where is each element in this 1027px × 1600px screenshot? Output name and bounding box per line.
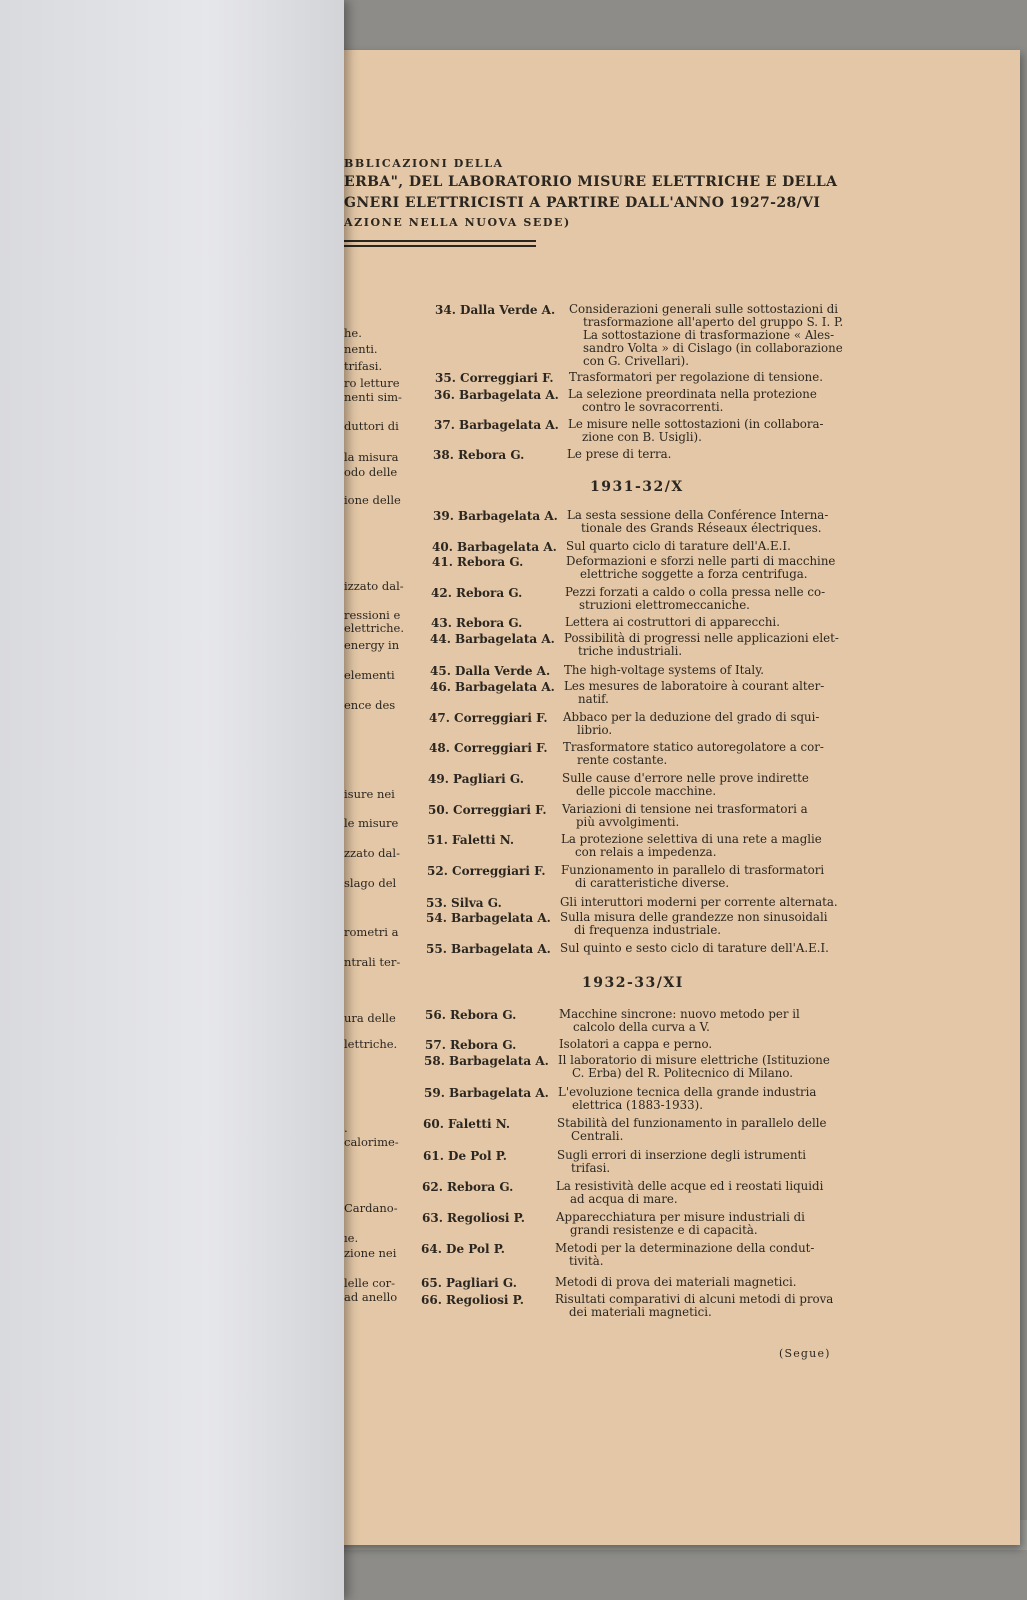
entry-author: 48. Correggiari F.: [429, 741, 548, 755]
entry-author: 60. Faletti N.: [423, 1117, 511, 1131]
entry-author: 59. Barbagelata A.: [424, 1086, 549, 1100]
entry-title: [564, 632, 856, 658]
entry-author: 57. Rebora G.: [425, 1038, 517, 1052]
entry-title-line: grandi resistenze e di capacità.: [570, 1223, 758, 1237]
entry-title-line: tività.: [569, 1254, 604, 1268]
header-rule-top: [344, 240, 536, 242]
entry-author: 50. Correggiari F.: [428, 803, 547, 817]
header-line-3: GNERI ELETTRICISTI A PARTIRE DALL'ANNO 1927-28/VI: [344, 195, 821, 211]
entry-title-line: La selezione preordinata nella protezione: [568, 387, 817, 401]
left-column-fragment: ence des: [344, 698, 396, 712]
entry-title: [561, 833, 853, 859]
entry-title: [560, 911, 852, 937]
entry-title-line: di caratteristiche diverse.: [575, 876, 730, 890]
entry-author: 46. Barbagelata A.: [430, 680, 555, 694]
left-column-fragment: calorime-: [344, 1135, 399, 1149]
entry-author: 66. Regoliosi P.: [421, 1293, 524, 1307]
entry-title: [561, 864, 853, 890]
left-column-fragment: nenti.: [344, 342, 378, 356]
entry-title: [567, 448, 859, 461]
entry-author: 62. Rebora G.: [422, 1180, 514, 1194]
entry-title: [564, 664, 856, 677]
entry-title: [566, 555, 858, 581]
entry-title: [557, 1149, 849, 1175]
left-column-fragment: ntrali ter-: [344, 955, 401, 969]
entry-title-line: Possibilità di progressi nelle applicazioni elet-: [564, 631, 839, 645]
entry-title-line: zione con B. Usigli).: [582, 430, 702, 444]
entry-title-line: di frequenza industriale.: [574, 923, 722, 937]
left-column-fragment: energy in: [344, 638, 400, 652]
left-column-fragment: lettriche.: [344, 1037, 398, 1051]
entry-title-line: Centrali.: [571, 1129, 624, 1143]
left-column-fragment: ro letture: [344, 376, 400, 390]
entry-title-line: Trasformatore statico autoregolatore a cor-: [563, 740, 824, 754]
header-line-1: BBLICAZIONI DELLA: [344, 157, 504, 170]
entry-title-line: Sulle cause d'errore nelle prove indirette: [562, 771, 809, 785]
entry-author: 37. Barbagelata A.: [434, 418, 559, 432]
entry-author: 56. Rebora G.: [425, 1008, 517, 1022]
entry-title: [563, 741, 855, 767]
entry-title-line: Le misure nelle sottostazioni (in collabora-: [568, 417, 824, 431]
left-column-fragment: Cardano-: [344, 1201, 398, 1215]
left-column-fragment: elettriche.: [344, 621, 405, 635]
entry-title-line: struzioni elettromeccaniche.: [579, 598, 750, 612]
entry-author: 43. Rebora G.: [431, 616, 523, 630]
entry-title-line: L'evoluzione tecnica della grande industria: [558, 1085, 817, 1099]
left-column-fragment: slago del: [344, 876, 397, 890]
entry-title-line: Risultati comparativi di alcuni metodi di prova: [555, 1292, 834, 1306]
entry-title: [560, 896, 852, 909]
entry-title-line: con relais a impedenza.: [575, 845, 717, 859]
entry-title: [562, 772, 854, 798]
entry-title-line: Macchine sincrone: nuovo metodo per il: [559, 1007, 800, 1021]
entry-title-line: Metodi per la determinazione della condut-: [555, 1241, 815, 1255]
entry-title-line: trasformazione all'aperto del gruppo S. I. P.: [583, 315, 844, 329]
entry-title: [569, 303, 861, 368]
entry-title: [555, 1293, 847, 1319]
left-column-fragment: rometri a: [344, 925, 399, 939]
entry-author: 64. De Pol P.: [421, 1242, 505, 1256]
entry-title-line: Metodi di prova dei materiali magnetici.: [555, 1275, 797, 1289]
entry-title-line: Trasformatori per regolazione di tensione.: [569, 370, 824, 384]
entry-title-line: tionale des Grands Réseaux électriques.: [581, 521, 822, 535]
left-blank-page: [0, 0, 344, 1600]
entry-title-line: elettrica (1883-1933).: [572, 1098, 704, 1112]
entry-title-line: triche industriali.: [578, 644, 683, 658]
left-column-fragment: zzato dal-: [344, 846, 400, 860]
left-column-fragment: ad anello: [344, 1290, 398, 1304]
entry-author: 65. Pagliari G.: [421, 1276, 517, 1290]
entry-author: 51. Faletti N.: [427, 833, 515, 847]
entry-title-line: Il laboratorio di misure elettriche (Istituzione: [558, 1053, 830, 1067]
entry-title: [558, 1054, 850, 1080]
header-rule-bottom: [344, 245, 536, 247]
entry-author: 42. Rebora G.: [431, 586, 523, 600]
entry-title-line: Pezzi forzati a caldo o colla pressa nelle co-: [565, 585, 826, 599]
entry-title: [567, 509, 859, 535]
entry-title: [569, 371, 861, 384]
entry-title-line: sandro Volta » di Cislago (in collaborazione: [583, 341, 843, 355]
entry-title-line: Variazioni di tensione nei trasformatori a: [562, 802, 808, 816]
entry-title: [564, 680, 856, 706]
entry-title-line: Deformazioni e sforzi nelle parti di macchine: [566, 554, 836, 568]
entry-title-line: Apparecchiatura per misure industriali di: [556, 1210, 805, 1224]
left-column-fragment: ıe.: [344, 1231, 359, 1245]
entry-title-line: più avvolgimenti.: [576, 815, 680, 829]
entry-title: [556, 1211, 848, 1237]
entry-title-line: rente costante.: [577, 753, 668, 767]
continued-note: (Segue): [779, 1347, 831, 1360]
entry-title-line: La protezione selettiva di una rete a maglie: [561, 832, 822, 846]
entry-title: [556, 1180, 848, 1206]
entry-title-line: Isolatori a cappa e perno.: [559, 1037, 713, 1051]
entry-author: 45. Dalla Verde A.: [430, 664, 551, 678]
entry-title-line: contro le sovracorrenti.: [582, 400, 724, 414]
left-column-fragment: nenti sim-: [344, 390, 402, 404]
entry-title: [558, 1086, 850, 1112]
entry-author: 36. Barbagelata A.: [434, 388, 559, 402]
entry-title-line: con G. Crivellari).: [583, 354, 689, 368]
entry-title-line: dei materiali magnetici.: [569, 1305, 712, 1319]
entry-title: [568, 418, 860, 444]
entry-author: 63. Regoliosi P.: [422, 1211, 525, 1225]
entry-title-line: librio.: [577, 723, 613, 737]
left-column-fragment: ura delle: [344, 1011, 396, 1025]
entry-author: 55. Barbagelata A.: [426, 942, 551, 956]
entry-author: 61. De Pol P.: [423, 1149, 507, 1163]
entry-title-line: Sul quarto ciclo di tarature dell'A.E.I.: [566, 539, 791, 553]
entry-author: 52. Correggiari F.: [427, 864, 546, 878]
entry-title-line: Les mesures de laboratoire à courant alter-: [564, 679, 825, 693]
left-column-fragment: ressioni e: [344, 608, 401, 622]
left-column-fragment: trifasi.: [344, 359, 383, 373]
entry-author: 49. Pagliari G.: [428, 772, 524, 786]
entry-title-line: La resistività delle acque ed i reostati liquidi: [556, 1179, 824, 1193]
header-line-4: AZIONE NELLA NUOVA SEDE): [344, 216, 571, 229]
entry-title: [565, 616, 857, 629]
entry-author: 38. Rebora G.: [433, 448, 525, 462]
entry-title: [562, 803, 854, 829]
entry-title-line: ad acqua di mare.: [570, 1192, 678, 1206]
entry-title: [560, 942, 852, 955]
entry-title-line: Funzionamento in parallelo di trasformatori: [561, 863, 825, 877]
entry-title-line: elettriche soggette a forza centrifuga.: [580, 567, 808, 581]
entry-author: 44. Barbagelata A.: [430, 632, 555, 646]
entry-author: 41. Rebora G.: [432, 555, 524, 569]
left-column-fragment: izzato dal-: [344, 579, 404, 593]
left-column-fragment: la misura: [344, 450, 399, 464]
entry-title-line: Lettera ai costruttori di apparecchi.: [565, 615, 780, 629]
entry-title-line: Abbaco per la deduzione del grado di squi-: [563, 710, 820, 724]
entry-title: [566, 540, 858, 553]
entry-author: 58. Barbagelata A.: [424, 1054, 549, 1068]
entry-title-line: Sulla misura delle grandezze non sinusoidali: [560, 910, 828, 924]
entry-title-line: delle piccole macchine.: [576, 784, 717, 798]
entry-title: [568, 388, 860, 414]
left-column-fragment: he.: [344, 326, 362, 340]
entry-title: [557, 1117, 849, 1143]
left-column-fragment: duttori di: [344, 419, 399, 433]
entry-title-line: The high-voltage systems of Italy.: [564, 663, 765, 677]
entry-author: 47. Correggiari F.: [429, 711, 548, 725]
entry-title-line: Le prese di terra.: [567, 447, 672, 461]
entry-title-line: Sul quinto e sesto ciclo di tarature dell'A.E.I.: [560, 941, 829, 955]
left-column-fragment: elementi: [344, 668, 395, 682]
entry-title-line: La sesta sessione della Conférence Interna-: [567, 508, 829, 522]
entry-title-line: Gli interuttori moderni per corrente alternata.: [560, 895, 838, 909]
entry-title: [565, 586, 857, 612]
year-heading: 1931-32/X: [590, 479, 684, 495]
entry-title: [559, 1008, 851, 1034]
entry-title: [563, 711, 855, 737]
left-column-fragment: ione delle: [344, 493, 401, 507]
year-heading: 1932-33/XI: [582, 975, 684, 991]
entry-author: 54. Barbagelata A.: [426, 911, 551, 925]
left-column-fragment: .: [344, 1121, 348, 1135]
entry-title: [555, 1276, 847, 1289]
left-column-fragment: zione nei: [344, 1246, 397, 1260]
left-column-fragment: lelle cor-: [344, 1276, 396, 1290]
entry-author: 53. Silva G.: [426, 896, 502, 910]
left-column-fragment: le misure: [344, 816, 399, 830]
left-column-fragment: odo delle: [344, 465, 398, 479]
entry-title: [559, 1038, 851, 1051]
entry-title-line: calcolo della curva a V.: [573, 1020, 710, 1034]
entry-title-line: La sottostazione di trasformazione « Ales-: [583, 328, 835, 342]
entry-title-line: C. Erba) del R. Politecnico di Milano.: [572, 1066, 793, 1080]
entry-author: 35. Correggiari F.: [435, 371, 554, 385]
entry-title-line: Considerazioni generali sulle sottostazioni di: [569, 302, 839, 316]
entry-title-line: Stabilità del funzionamento in parallelo delle: [557, 1116, 827, 1130]
entry-title: [555, 1242, 847, 1268]
left-column-fragment: isure nei: [344, 787, 395, 801]
entry-author: 40. Barbagelata A.: [432, 540, 557, 554]
entry-author: 39. Barbagelata A.: [433, 509, 558, 523]
entry-title-line: natif.: [578, 692, 609, 706]
entry-title-line: trifasi.: [571, 1161, 611, 1175]
header-line-2: ERBA", DEL LABORATORIO MISURE ELETTRICHE E DELLA: [344, 174, 838, 190]
entry-title-line: Sugli errori di inserzione degli istrumenti: [557, 1148, 807, 1162]
entry-author: 34. Dalla Verde A.: [435, 303, 556, 317]
